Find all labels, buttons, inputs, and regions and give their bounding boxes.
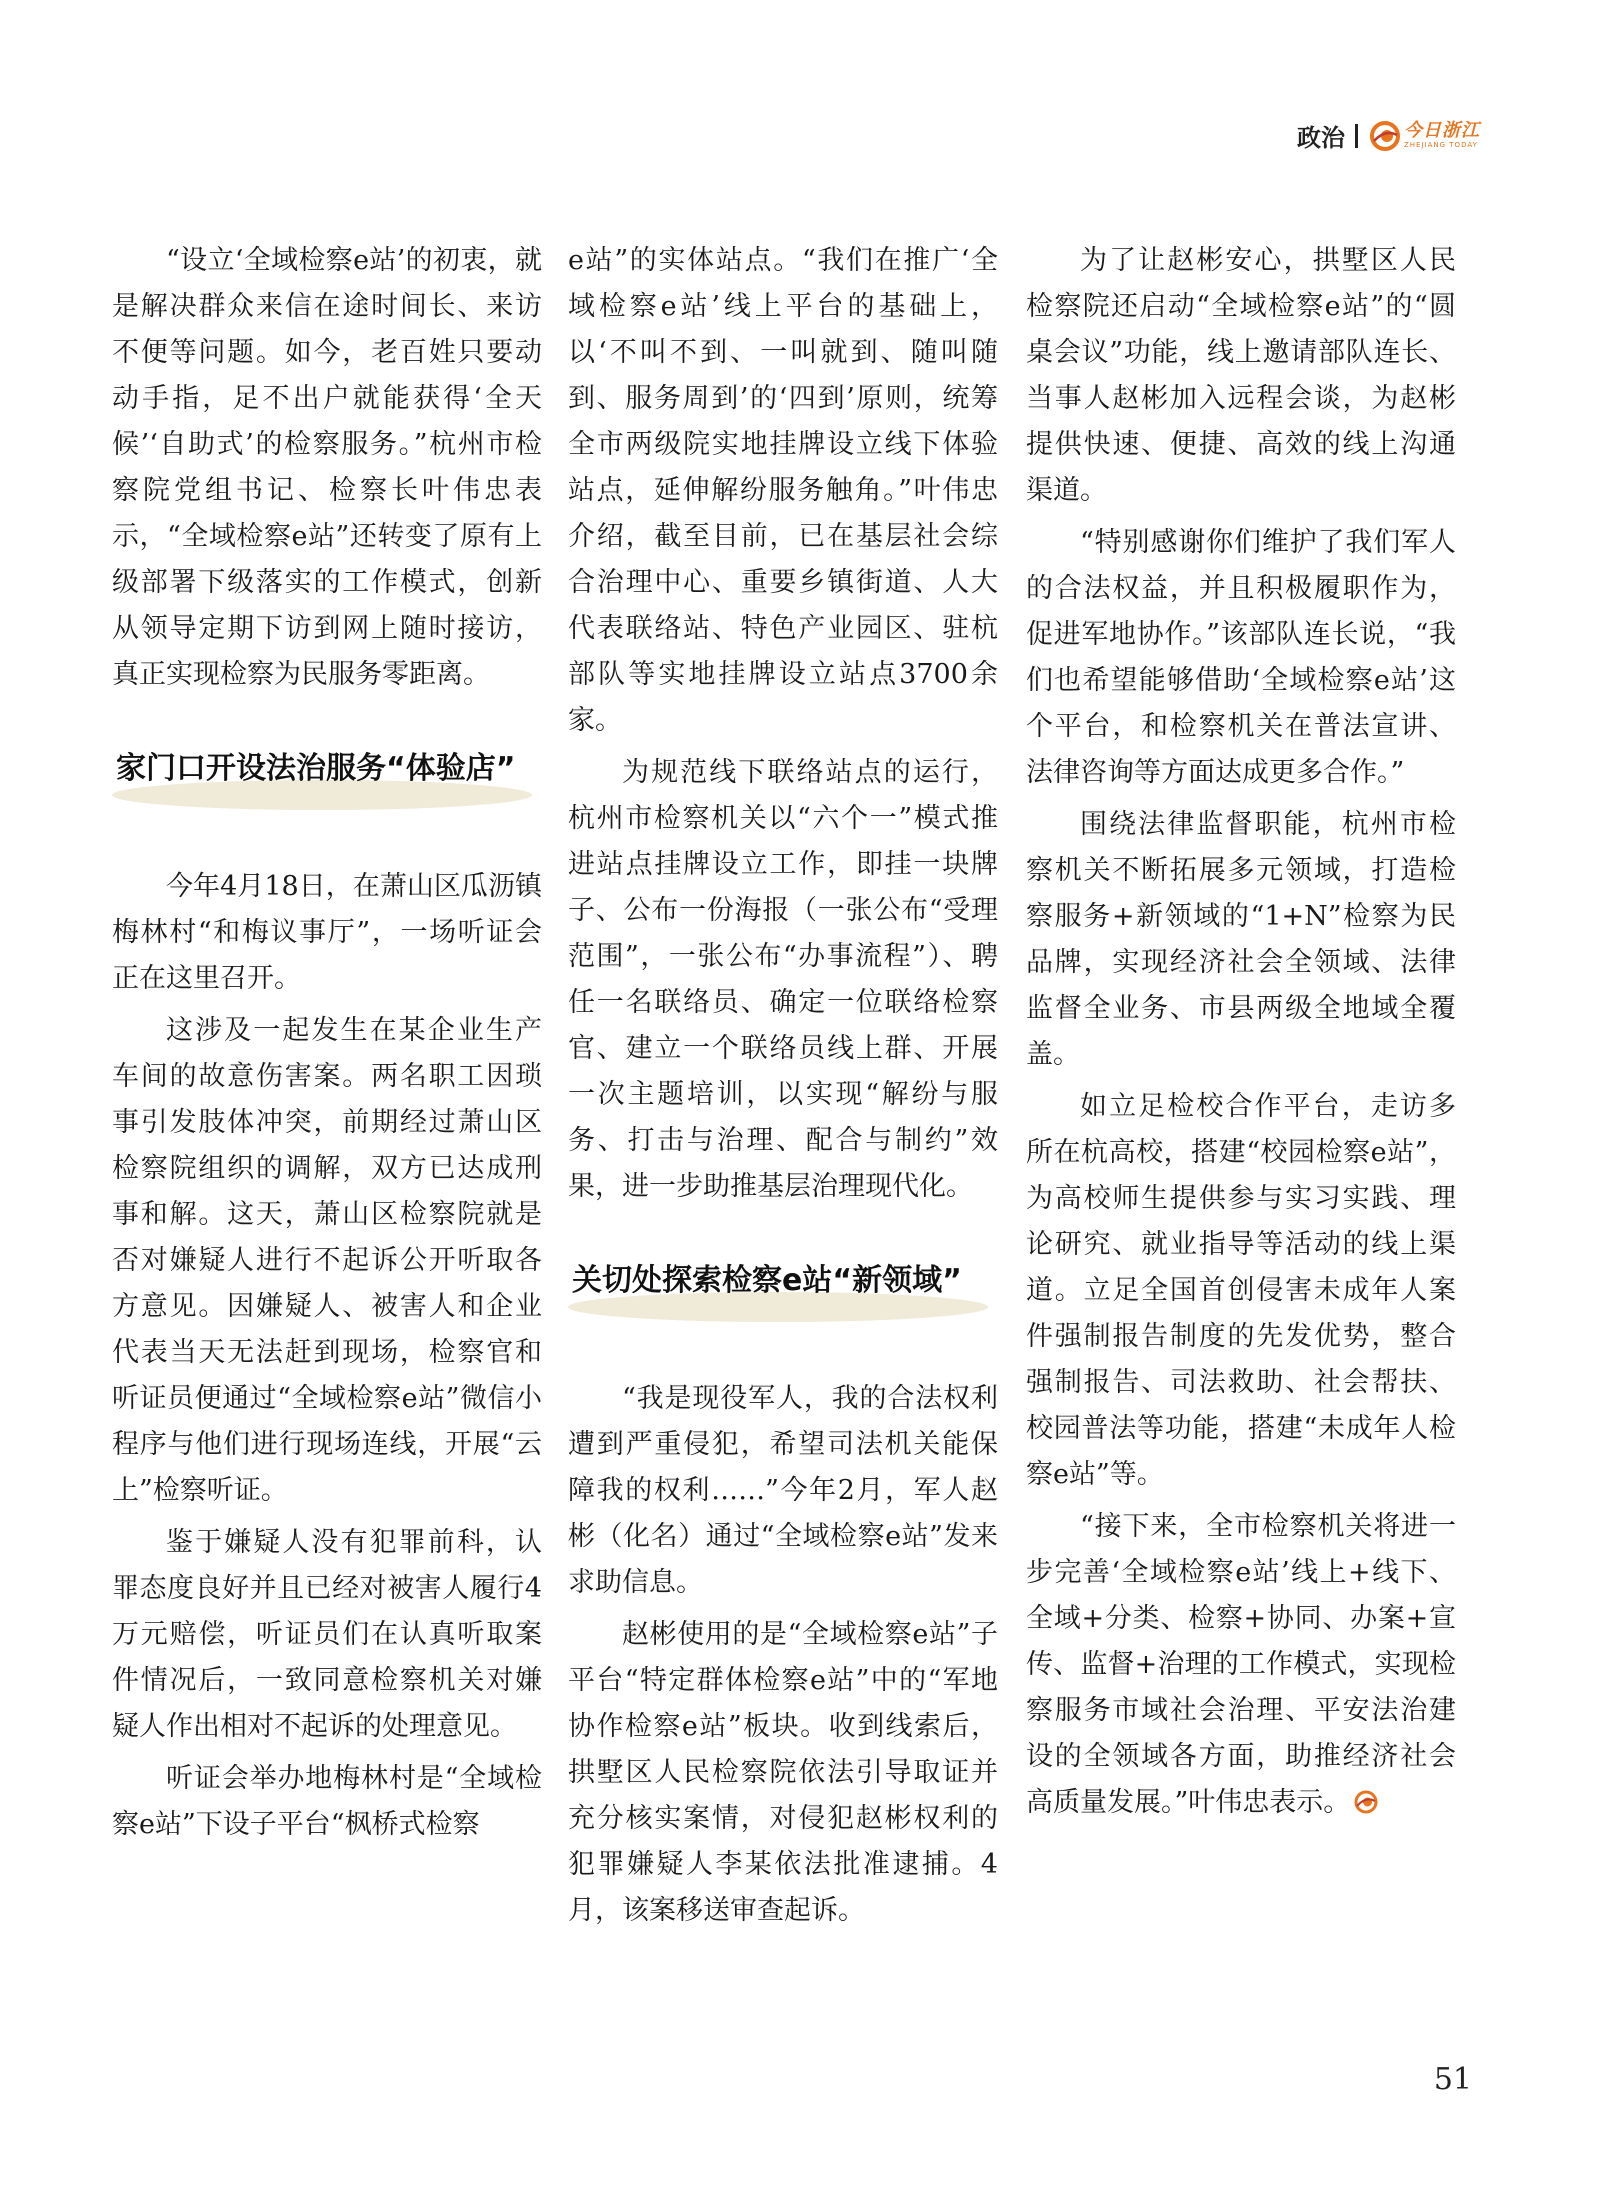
paragraph: 听证会举办地梅林村是“全域检察e站”下设子平台“枫桥式检察 xyxy=(112,1763,542,1840)
header-divider xyxy=(1355,124,1358,148)
paragraph-final xyxy=(1026,1504,1456,1826)
section-name: 政治 xyxy=(1297,124,1345,152)
paragraph: 为了让赵彬安心，拱墅区人民检察院还启动“全域检察e站”的“圆桌会议”功能，线上邀请部队连长、当事人赵彬加入远程会谈，为赵彬提供快速、便捷、高效的线上沟通渠道。 xyxy=(1026,245,1456,506)
page-number: 51 xyxy=(1433,2062,1472,2097)
paragraph: “我是现役军人，我的合法权利遭到严重侵犯，希望司法机关能保障我的权利……”今年2月，军人赵彬（化名）通过“全域检察e站”发来求助信息。 xyxy=(568,1383,998,1598)
logo-english-text: ZHEJIANG TODAY xyxy=(1404,141,1478,149)
paragraph: 围绕法律监督职能，杭州市检察机关不断拓展多元领域，打造检察服务+新领域的“1+N”检察为民品牌，实现经济社会全领域、法律监督全业务、市县两级全地域全覆盖。 xyxy=(1026,809,1456,1070)
paragraph: 如立足检校合作平台，走访多所在杭高校，搭建“校园检察e站”，为高校师生提供参与实习实践、理论研究、就业指导等活动的线上渠道。立足全国首创侵害未成年人案件强制报告制度的先发优势，整合强制报告、司法救助、社会帮扶、校园普法等功能，搭建“未成年人检察e站”等。 xyxy=(1026,1091,1456,1490)
subheading-title: 家门口开设法治服务“体验店” xyxy=(116,751,516,786)
paragraph: 鉴于嫌疑人没有犯罪前科，认罪态度良好并且已经对被害人履行4万元赔偿，听证员们在认真听取案件情况后，一致同意检察机关对嫌疑人作出相对不起诉的处理意见。 xyxy=(112,1527,542,1742)
subheading-title: 关切处探索检察e站“新领域” xyxy=(572,1263,962,1298)
paragraph: 这涉及一起发生在某企业生产车间的故意伤害案。两名职工因琐事引发肢体冲突，前期经过萧山区检察院组织的调解，双方已达成刑事和解。这天，萧山区检察院就是否对嫌疑人进行不起诉公开听取各方意见。因嫌疑人、被害人和企业代表当天无法赶到现场，检察官和听证员便通过“全域检察e站”微信小程序与他们进行现场连线，开展“云上”检察听证。 xyxy=(112,1015,542,1506)
paragraph: “设立‘全域检察e站’的初衷，就是解决群众来信在途时间长、来访不便等问题。如今，老百姓只要动动手指，足不出户就能获得‘全天候’‘自助式’的检察服务。”杭州市检察院党组书记、检察长叶伟忠表示，“全域检察e站”还转变了原有上级部署下级落实的工作模式，创新从领导定期下访到网上随时接访，真正实现检察为民服务零距离。 xyxy=(112,245,542,690)
paragraph-text: “接下来，全市检察机关将进一步完善‘全域检察e站’线上+线下、全域+分类、检察+协同、办案+宣传、监督+治理的工作模式，实现检察服务市域社会治理、平安法治建设的全领域各方面，助推经济社会高质量发展。”叶伟忠表示。 xyxy=(1026,1511,1456,1818)
column-1 xyxy=(112,238,542,1854)
paragraph: 为规范线下联络站点的运行，杭州市检察机关以“六个一”模式推进站点挂牌设立工作，即挂一块牌子、公布一份海报（一张公布“受理范围”，一张公布“办事流程”）、聘任一名联络员、确定一位联络检察官、建立一个联络员线上群、开展一次主题培训，以实现“解纷与服务、打击与治理、配合与制约”效果，进一步助推基层治理现代化。 xyxy=(568,757,998,1202)
paragraph: 今年4月18日，在萧山区瓜沥镇梅林村“和梅议事厅”，一场听证会正在这里召开。 xyxy=(112,871,542,994)
article-end-icon xyxy=(1354,1790,1378,1814)
subheading-new-domain xyxy=(568,1250,998,1326)
logo-wordmark xyxy=(1404,122,1480,149)
zhejiang-today-logo-icon xyxy=(1370,121,1400,151)
logo-chinese-text: 今日浙江 xyxy=(1404,120,1480,141)
paragraph: 赵彬使用的是“全域检察e站”子平台“特定群体检察e站”中的“军地协作检察e站”板块。收到线索后，拱墅区人民检察院依法引导取证并充分核实案情，对侵犯赵彬权利的犯罪嫌疑人李某依法批准逮捕。4月，该案移送审查起诉。 xyxy=(568,1619,998,1926)
column-3 xyxy=(1026,238,1456,1832)
subheading-experience-store xyxy=(112,738,542,814)
column-2 xyxy=(568,238,998,1940)
paragraph: e站”的实体站点。“我们在推广‘全域检察e站’线上平台的基础上，以‘不叫不到、一叫就到、随叫随到、服务周到’的‘四到’原则，统筹全市两级院实地挂牌设立线下体验站点，延伸解纷服务触角。”叶伟忠介绍，截至目前，已在基层社会综合治理中心、重要乡镇街道、人大代表联络站、特色产业园区、驻杭部队等实地挂牌设立站点3700余家。 xyxy=(568,245,998,736)
paragraph: “特别感谢你们维护了我们军人的合法权益，并且积极履职作为，促进军地协作。”该部队连长说，“我们也希望能够借助‘全域检察e站’这个平台，和检察机关在普法宣讲、法律咨询等方面达成更多合作。” xyxy=(1026,527,1456,788)
page-header xyxy=(1297,118,1480,153)
